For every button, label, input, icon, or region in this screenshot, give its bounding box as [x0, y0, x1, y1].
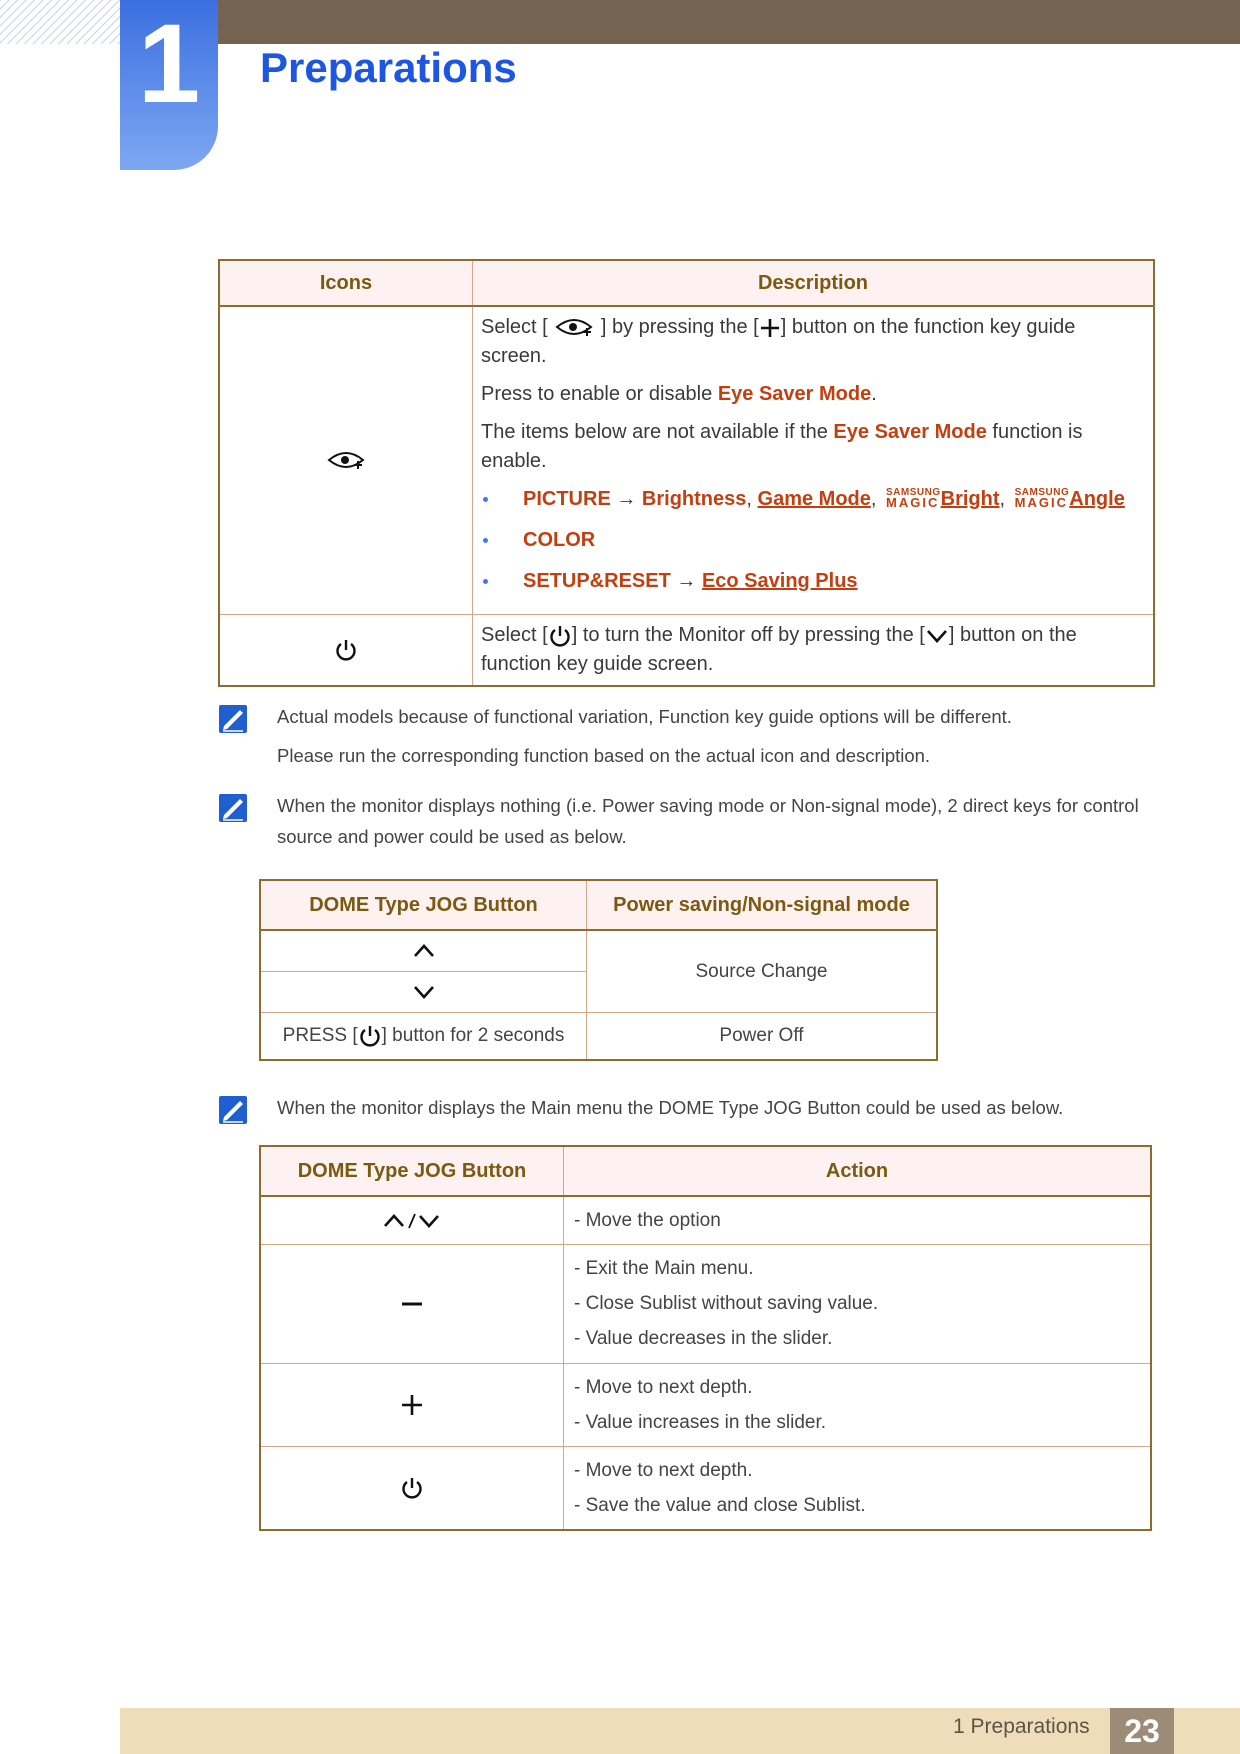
- text: ] button on the function key guide screen.: [481, 624, 1077, 675]
- table-row: [260, 930, 937, 972]
- link-eco-saving-plus[interactable]: Eco Saving Plus: [701, 570, 858, 592]
- table-row: [260, 1245, 1151, 1363]
- note-2: [218, 791, 1148, 860]
- note-text: When the monitor displays the Main menu the DOME Type JOG Button could be used as below.: [277, 1097, 1064, 1118]
- logo-text: MAGIC: [1014, 495, 1068, 510]
- chapter-title: Preparations: [260, 44, 517, 91]
- link-game-mode[interactable]: Game Mode: [757, 488, 871, 510]
- page-number: 23: [1110, 1708, 1174, 1754]
- text: .: [871, 383, 877, 405]
- note-3: [218, 1093, 1148, 1132]
- text: Select [: [481, 316, 548, 338]
- note-text: When the monitor displays nothing (i.e. Power saving mode or Non-signal mode), 2 direct keys for control source and power could be used as below.: [277, 795, 1139, 847]
- text: The items below are not available if the: [481, 421, 834, 443]
- arrow: →: [610, 488, 642, 510]
- arrow: →: [670, 570, 702, 592]
- menu-term: Brightness: [641, 488, 747, 510]
- list-item: [481, 567, 1145, 596]
- table-row: [219, 615, 1154, 687]
- action-line: - Value decreases in the slider.: [574, 1328, 833, 1350]
- list-item: [481, 485, 1145, 514]
- column-header-jog-button: DOME Type JOG Button: [260, 1146, 564, 1196]
- menu-term: PICTURE: [523, 488, 611, 510]
- table-header-row: [260, 880, 937, 930]
- note-icon: [218, 704, 248, 734]
- description-cell: [473, 615, 1155, 687]
- table-row: [260, 1363, 1151, 1446]
- list-item: [481, 526, 1145, 555]
- description-paragraph: [481, 380, 1145, 409]
- header-bar: [218, 0, 1240, 44]
- icon-cell: [219, 306, 473, 615]
- power-icon: [548, 623, 572, 649]
- note-1: [218, 702, 1148, 779]
- link-magic-bright[interactable]: Bright: [940, 488, 1000, 510]
- action-line: - Move the option: [574, 1210, 721, 1231]
- text: Press to enable or disable: [481, 383, 718, 405]
- eye-saver-icon: [553, 315, 595, 341]
- column-header-power-saving: Power saving/Non-signal mode: [587, 880, 938, 930]
- description-paragraph: [481, 313, 1145, 371]
- power-icon: [400, 1475, 424, 1501]
- action-line: - Save the value and close Sublist.: [574, 1494, 866, 1516]
- note-text: Please run the corresponding function based on the actual icon and description.: [277, 744, 931, 766]
- action-line: - Value increases in the slider.: [574, 1411, 827, 1433]
- table-row: [260, 1446, 1151, 1530]
- column-header-jog-button: DOME Type JOG Button: [260, 880, 587, 930]
- source-change-cell: Source Change: [587, 930, 938, 1013]
- separator: ,: [999, 488, 1011, 510]
- note-icon: [218, 1095, 248, 1125]
- minus-icon: [400, 1294, 424, 1314]
- icon-cell: [260, 972, 587, 1013]
- icon-cell: [260, 1245, 564, 1363]
- note-icon: [218, 793, 248, 823]
- power-off-cell: Power Off: [587, 1013, 938, 1061]
- samsung-magic-logo: [1015, 488, 1070, 509]
- icon-cell: [260, 1196, 564, 1245]
- power-icon: [358, 1023, 382, 1049]
- menu-term: SETUP&RESET: [523, 570, 671, 592]
- separator: ,: [870, 488, 882, 510]
- icon-cell: [260, 1363, 564, 1446]
- eye-saver-mode-term: Eye Saver Mode: [717, 383, 872, 405]
- text: PRESS [: [282, 1025, 358, 1047]
- note-text: Actual models because of functional variation, Function key guide options will be different.: [277, 706, 1012, 727]
- main-menu-keys-table: [259, 1145, 1152, 1531]
- description-paragraph: [481, 418, 1145, 476]
- logo-text: MAGIC: [886, 495, 940, 510]
- table-header-row: [260, 1146, 1151, 1196]
- text: ] by pressing the [: [600, 316, 759, 338]
- action-line: - Exit the Main menu.: [574, 1258, 754, 1280]
- power-icon: [334, 637, 358, 663]
- column-header-icons: Icons: [219, 260, 473, 306]
- column-header-description: Description: [473, 260, 1155, 306]
- samsung-magic-logo: [886, 488, 941, 509]
- logo-text: SAMSUNG: [886, 487, 941, 498]
- unavailable-items-list: [481, 485, 1145, 596]
- separator: ,: [746, 488, 758, 510]
- link-magic-angle[interactable]: Angle: [1069, 488, 1125, 510]
- footer-chapter-label: 1 Preparations: [953, 1715, 1090, 1738]
- header-hatch-decoration: [0, 0, 120, 44]
- text: Select [: [481, 624, 548, 646]
- text: ] button for 2 seconds: [381, 1025, 565, 1047]
- power-saving-keys-table: [259, 879, 938, 1061]
- action-line: - Close Sublist without saving value.: [574, 1293, 879, 1315]
- table-row: [260, 1196, 1151, 1245]
- eye-saver-mode-term: Eye Saver Mode: [833, 421, 987, 443]
- action-cell: [564, 1446, 1152, 1530]
- action-cell: [564, 1363, 1152, 1446]
- press-cell: [260, 1013, 587, 1061]
- icons-table: [218, 259, 1155, 687]
- chevron-down-icon: [925, 625, 949, 647]
- column-header-action: Action: [564, 1146, 1152, 1196]
- text: function is enable.: [481, 421, 1083, 472]
- text: ] button on the function key guide screen.: [481, 316, 1076, 367]
- chevron-up-icon: [412, 941, 436, 961]
- plus-icon: [759, 317, 781, 339]
- menu-term: COLOR: [523, 529, 596, 551]
- eye-saver-icon: [326, 448, 366, 474]
- action-line: - Move to next depth.: [574, 1376, 753, 1398]
- chapter-number: 1: [137, 1, 201, 126]
- chapter-badge: [120, 0, 218, 170]
- table-row: [260, 1013, 937, 1061]
- description-cell: [473, 306, 1155, 615]
- action-cell: [564, 1196, 1152, 1245]
- chevron-up-down-icon: [383, 1210, 441, 1232]
- icon-cell: [260, 930, 587, 972]
- logo-text: SAMSUNG: [1014, 487, 1070, 498]
- table-header-row: [219, 260, 1154, 306]
- table-row: [219, 306, 1154, 615]
- action-cell: [564, 1245, 1152, 1363]
- icon-cell: [219, 615, 473, 687]
- chevron-down-icon: [412, 982, 436, 1002]
- plus-icon: [400, 1393, 424, 1417]
- icon-cell: [260, 1446, 564, 1530]
- action-line: - Move to next depth.: [574, 1459, 753, 1481]
- text: ] to turn the Monitor off by pressing the [: [571, 624, 925, 646]
